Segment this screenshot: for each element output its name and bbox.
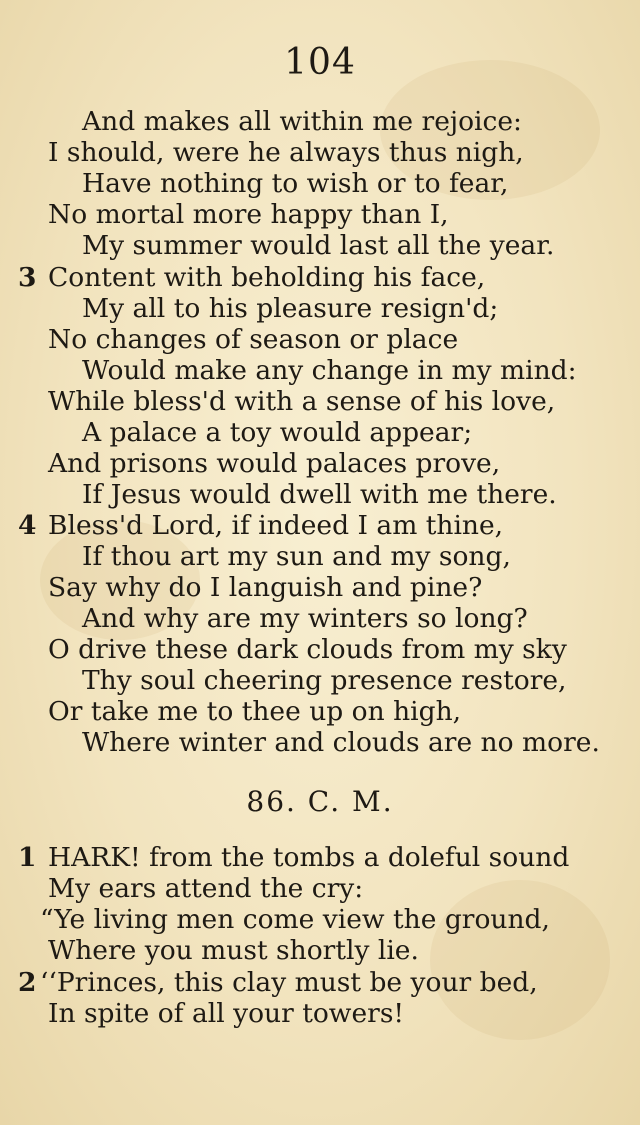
stanza-number: 4 — [18, 510, 37, 541]
verse-line: Content with beholding his face, — [48, 262, 486, 293]
verse-line: My all to his pleasure resign'd; — [82, 293, 499, 324]
verse-line: ‘‘Princes, this clay must be your bed, — [40, 967, 538, 998]
hymn-heading: 86. C. M. — [246, 785, 394, 818]
verse-line: While bless'd with a sense of his love, — [48, 386, 556, 417]
verse-line: A palace a toy would appear; — [82, 417, 473, 448]
verse-line: Have nothing to wish or to fear, — [82, 168, 509, 199]
verse-line: HARK! from the tombs a doleful sound — [48, 842, 570, 873]
verse-line: O drive these dark clouds from my sky — [48, 634, 567, 665]
verse-line: “Ye living men come view the ground, — [40, 904, 550, 935]
verse-line: And prisons would palaces prove, — [48, 448, 501, 479]
verse-line: No mortal more happy than I, — [48, 199, 449, 230]
verse-line: I should, were he always thus nigh, — [48, 137, 524, 168]
verse-line: If Jesus would dwell with me there. — [82, 479, 557, 510]
stanza-number: 2 — [18, 967, 37, 998]
page-number: 104 — [284, 42, 356, 83]
verse-line: My ears attend the cry: — [48, 873, 364, 904]
stanza-number: 1 — [18, 842, 37, 873]
verse-line: And makes all within me rejoice: — [82, 106, 522, 137]
verse-line: Thy soul cheering presence restore, — [82, 665, 567, 696]
verse-line: My summer would last all the year. — [82, 230, 555, 261]
verse-line: And why are my winters so long? — [82, 603, 528, 634]
verse-line: Where winter and clouds are no more. — [82, 727, 600, 758]
verse-line: Would make any change in my mind: — [82, 355, 577, 386]
verse-line: Bless'd Lord, if indeed I am thine, — [48, 510, 504, 541]
verse-line: No changes of season or place — [48, 324, 459, 355]
verse-line: Where you must shortly lie. — [48, 935, 419, 966]
stanza-number: 3 — [18, 262, 37, 293]
verse-line: If thou art my sun and my song, — [82, 541, 511, 572]
verse-line: In spite of all your towers! — [48, 998, 405, 1029]
verse-line: Say why do I languish and pine? — [48, 572, 483, 603]
verse-line: Or take me to thee up on high, — [48, 696, 462, 727]
